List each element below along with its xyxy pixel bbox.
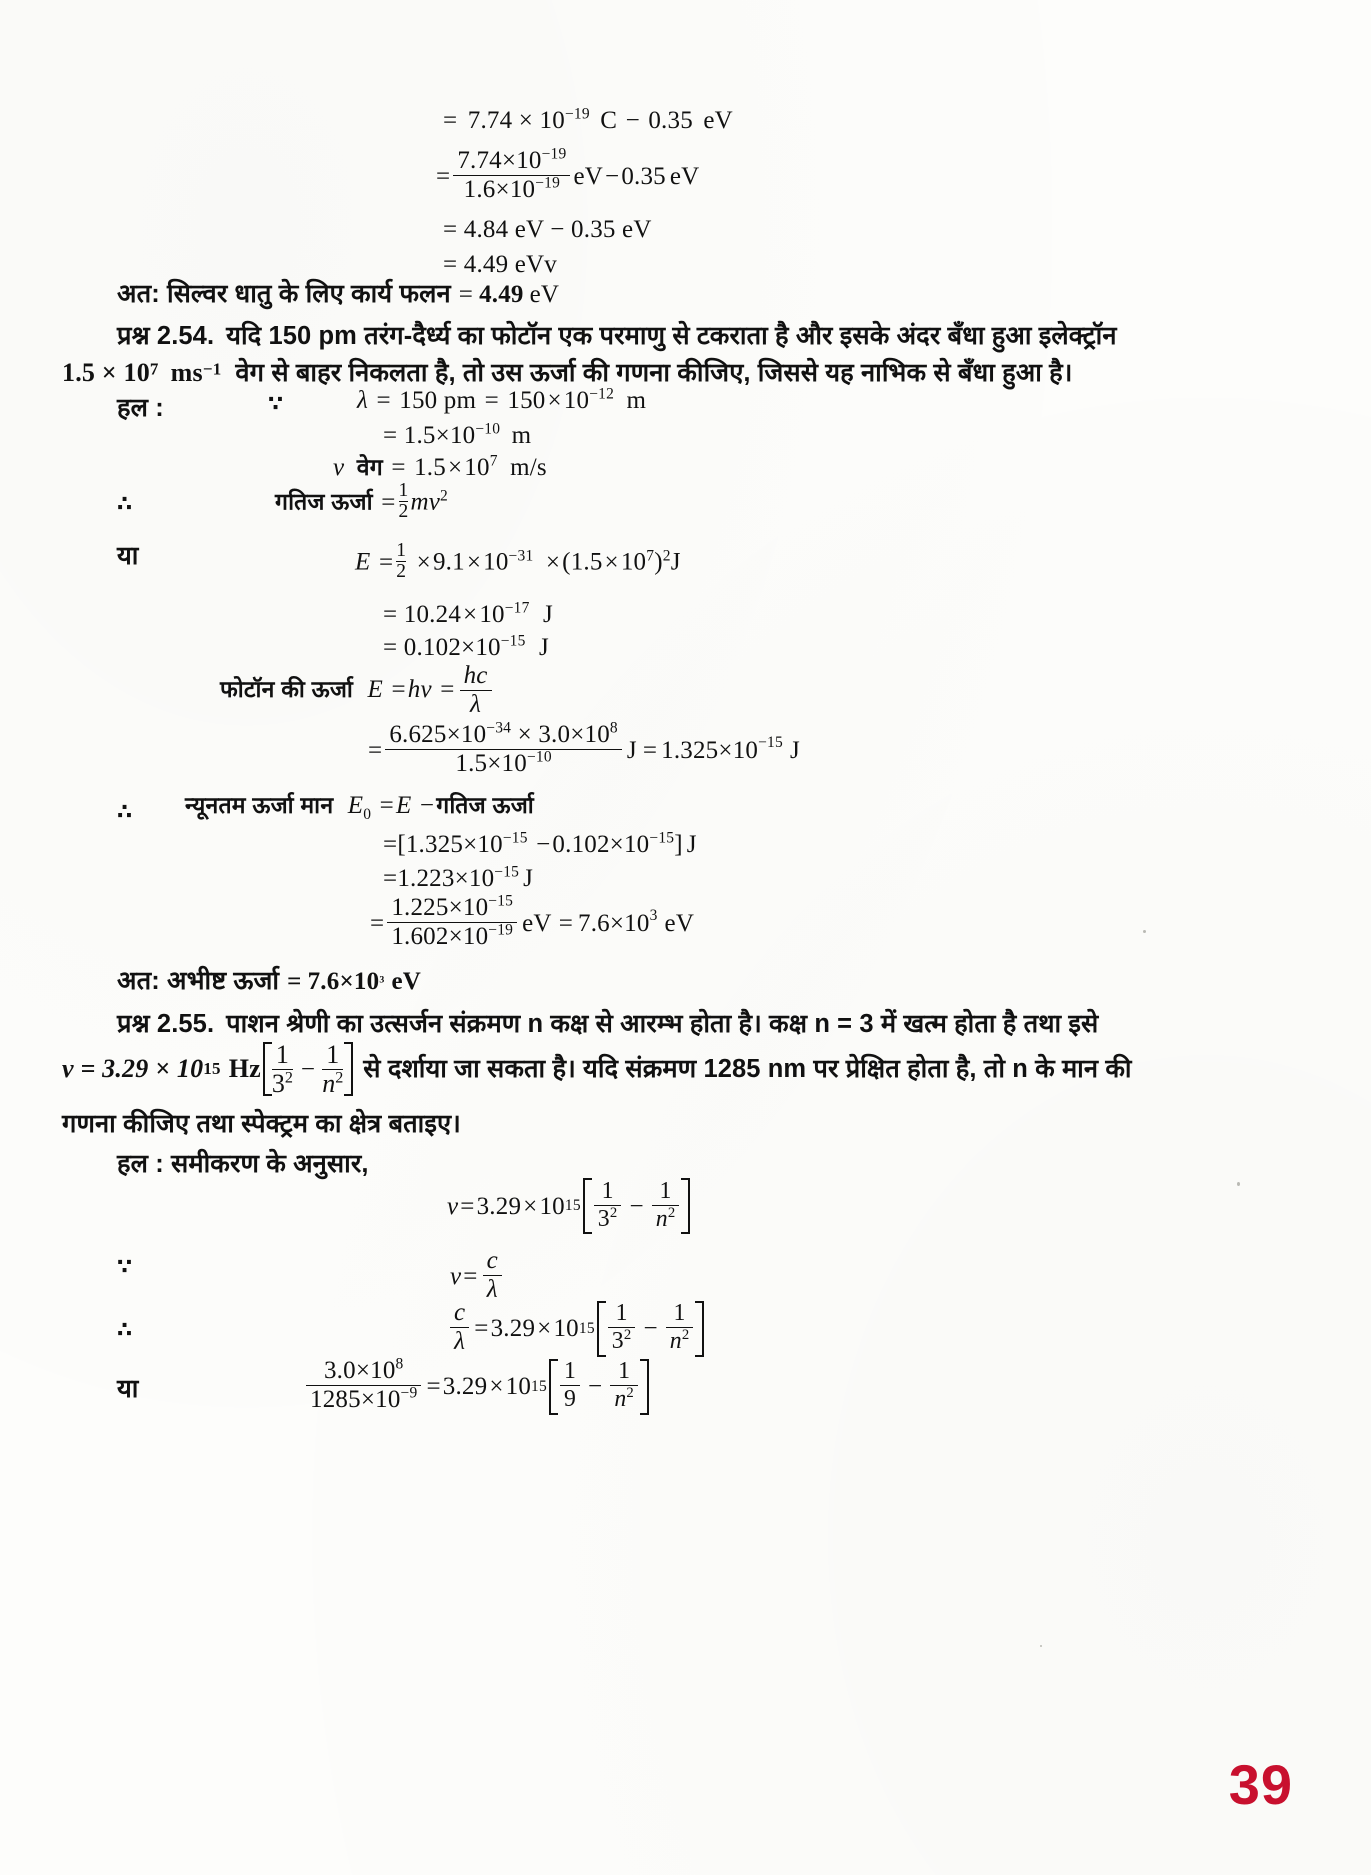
hc-over-lambda: $\frac{hc}{\lambda}$: [460, 662, 492, 719]
photon-energy-label: फोटॉन की ऊर्जा: [220, 676, 354, 703]
equals-sign: =: [443, 107, 458, 134]
conclusion-text: अत: सिल्वर धातु के लिए कार्य फलन: [117, 280, 451, 308]
therefore-symbol-1: ∴: [117, 492, 133, 517]
scan-speck: [1237, 1182, 1240, 1186]
bracket-group-2: $\frac{1}{3^2}$ − $\frac{1}{n^2}$: [583, 1178, 691, 1234]
fraction-denominator: $1.6\times 10^{-19}$: [453, 175, 570, 204]
min-energy-line-3: = $\frac{1.225\times 10^{-15}}{1.602\times 10^{-19}}$ eV = $7.6\times 10^3$ eV: [370, 892, 695, 950]
solution-255-equation-4: $\frac{3.0\times 10^8}{1285\times 10^{-9}}$ = 3.29 × 10 15 $\frac{1}{9}$ − $\frac{1}{n^2}$: [303, 1358, 651, 1415]
photon-value-equation: = $\frac{6.625\times 10^{-34} \times 3.0\times 10^8}{1.5\times 10^{-10}}$ $J = 1.325\times 10^{-15}$ J: [368, 719, 800, 777]
because-symbol-1: ∵: [268, 392, 284, 417]
lambda-equation-2: = $1.5\times 10^{-10}$ m: [383, 420, 532, 449]
base-10: 10: [539, 107, 565, 134]
question-254-line-2: 1.5 × 107 ms−1 वेग से बाहर निकलता है, तो उस ऊर्जा की गणना कीजिए, जिससे यह नाभिक से बँधा हुआ है।: [62, 358, 1073, 387]
conclusion-254: अत: अभीष्ट ऊर्जा = $7.6\times 10^3$ eV: [117, 967, 422, 995]
velocity-label-hindi: वेग: [356, 454, 383, 480]
min-energy-line-2: $=1.223\times 10^{-15}$ J: [383, 863, 534, 892]
fraction-numerator: $7.74\times 10^{-19}$: [457, 145, 567, 174]
exponent: −19: [564, 105, 590, 123]
solution-255-equation-1: v = 3.29 × 10 15 $\frac{1}{3^2}$ − $\frac{1}{n^2}$: [447, 1178, 692, 1234]
value-035: 0.35: [648, 107, 693, 134]
photon-energy-result: 1.325: [661, 737, 719, 764]
c-over-lambda-2: $\frac{c}{\lambda}$: [450, 1299, 469, 1356]
equation-line-2-fraction: = $\frac{7.74\times 10^{-19}}{1.6\times 10^{-19}}$ eV−0.35 eV: [436, 145, 700, 203]
one-over-3-squared: $\frac{1}{3^2}$: [271, 1040, 293, 1098]
question-255-line-1: [117, 1008, 1098, 1041]
question-254-body-2: वेग से बाहर निकलता है, तो उस ऊर्जा की गणना कीजिए, जिससे यह नाभिक से बँधा हुआ है।: [235, 359, 1073, 387]
one-over-n-squared: $\frac{1}{n^2}$: [322, 1040, 344, 1098]
conclusion-unit: eV: [529, 281, 560, 308]
electron-mass-value: 9.1: [432, 548, 465, 576]
min-energy-equation: न्यूनतम ऊर्जा मान $E_0 =E$ −गतिज ऊर्जा: [185, 792, 534, 823]
energy-result-2: = $0.102\times 10^{-15}$ J: [383, 632, 549, 661]
solution-254-label: हल :: [117, 394, 164, 422]
or-label-1: या: [117, 542, 139, 570]
wavelength-fraction: $\frac{3.0\times 10^8}{1285\times 10^{-9}}$: [306, 1357, 421, 1414]
unit-eV: eV: [703, 107, 733, 134]
value-774: 7.74: [467, 107, 513, 134]
solution-255-equation-3: $\frac{c}{\lambda}$ = 3.29 × 10 15 $\frac{1}{3^2}$ − $\frac{1}{n^2}$: [447, 1300, 706, 1357]
min-energy-line-1: $=[1.325\times 10^{-15} -0.102\times 10^{-15}]$ J: [383, 829, 697, 858]
velocity-equation: v वेग = $1.5\times 10^7$ m/s: [333, 452, 547, 481]
lambda-pm-value: 150 pm: [399, 387, 477, 414]
E-symbol: E: [355, 548, 371, 576]
therefore-symbol-2: ∴: [117, 800, 133, 825]
energy-equation: E = $\frac{1}{2}$ $\times 9.1\times 10^{-31} \times(1.5\times 10^7)^2J$: [355, 540, 681, 583]
fraction: [453, 147, 570, 204]
question-255-line-2: v = 3.29 × 10 15 Hz $\frac{1}{3^2}$ − $\frac{1}{n^2}$ से दर्शाया जा सकता है। यदि संक्रमण 1285 nm पर प्रेक्षित होता है, तो n के मान की: [62, 1040, 1132, 1098]
conclusion-previous-problem: अत: सिल्वर धातु के लिए कार्य फलन = 4.49 eV: [117, 280, 560, 308]
question-254-body: यदि 150 pm तरंग-दैर्ध्य का फोटॉन एक परमाणु से टकराता है और इसके अंदर बँधा हुआ इलेक्ट्रॉन: [226, 322, 1117, 350]
unit-C: C: [600, 107, 618, 134]
question-255-body: पाशन श्रेणी का उत्सर्जन संक्रमण n कक्ष से आरम्भ होता है। कक्ष n = 3 में खत्म होता है तथा इसे: [226, 1010, 1099, 1038]
conclusion-254-text: अत: अभीष्ट ऊर्जा: [117, 967, 280, 995]
solution-255-label: हल : समीकरण के अनुसार,: [117, 1150, 369, 1178]
velocity-value: 1.5 × 10: [62, 358, 150, 387]
bracket-group-4: $\frac{1}{9}$ − $\frac{1}{n^2}$: [549, 1359, 649, 1415]
question-255-label: प्रश्न 2.55.: [117, 1010, 215, 1038]
question-255-line-3: गणना कीजिए तथा स्पेक्ट्रम का क्षेत्र बताइए।: [62, 1110, 461, 1138]
minus-sign: −: [625, 107, 640, 134]
scan-speck: [1143, 930, 1146, 933]
equation-line-1: [443, 105, 733, 134]
min-energy-fraction: $\frac{1.225\times 10^{-15}}{1.602\times 10^{-19}}$: [387, 894, 517, 951]
equation-line-4: = 4.49 eVv: [443, 251, 557, 278]
bracket-group-1: $\frac{1}{3^2}$ − $\frac{1}{n^2}$: [263, 1042, 353, 1096]
kinetic-energy-label: गतिज ऊर्जा: [275, 488, 373, 515]
unit-hz: Hz: [228, 1054, 261, 1083]
therefore-symbol-3: ∴: [117, 1318, 133, 1343]
question-254-line-1: [117, 320, 1117, 353]
min-energy-label: न्यूनतम ऊर्जा मान: [185, 792, 334, 818]
question-255-body-2: से दर्शाया जा सकता है। यदि संक्रमण 1285 nm पर प्रेक्षित होता है, तो n के मान की: [363, 1054, 1132, 1083]
unit-eV: eV: [573, 163, 603, 190]
times-sign: ×: [518, 107, 534, 134]
kinetic-energy-label-2: गतिज ऊर्जा: [436, 792, 534, 818]
page-number: 39: [1228, 1753, 1293, 1816]
c-over-lambda-1: $\frac{c}{\lambda}$: [483, 1247, 502, 1304]
lambda-equation: λ = 150 pm = $150\times 10^{-12}$ m: [357, 385, 647, 414]
equation-line-3: = 4.84 eV − 0.35 eV: [443, 216, 652, 243]
solution-255-equation-2: v= $\frac{c}{\lambda}$: [450, 1248, 505, 1305]
question-254-label: प्रश्न 2.54.: [117, 322, 215, 350]
lambda-symbol: λ: [357, 387, 369, 414]
conclusion-254-value: 7.6: [307, 968, 340, 995]
because-symbol-2: ∵: [117, 1255, 133, 1280]
bracket-group-3: $\frac{1}{3^2}$ − $\frac{1}{n^2}$: [597, 1301, 705, 1357]
velocity-unit: ms: [170, 358, 203, 387]
conclusion-value: 4.49: [479, 281, 524, 308]
kinetic-energy-equation: गतिज ऊर्जा = $\frac{1}{2}$ $mv^2$: [275, 480, 448, 523]
nu-formula-lhs: v = 3.29 × 10: [62, 1054, 204, 1083]
half-fraction: $\frac{1}{2}$: [398, 480, 409, 523]
photon-fraction: $\frac{6.625\times 10^{-34} \times 3.0\times 10^8}{1.5\times 10^{-10}}$: [385, 721, 622, 778]
v-symbol: v: [333, 454, 345, 481]
scan-speck: [1040, 1645, 1042, 1647]
energy-result-1: = $10.24\times 10^{-17}$ J: [383, 599, 553, 628]
or-label-2: या: [117, 1375, 139, 1403]
photon-energy-equation: फोटॉन की ऊर्जा E =hv = $\frac{hc}{\lambda}$: [220, 663, 495, 720]
